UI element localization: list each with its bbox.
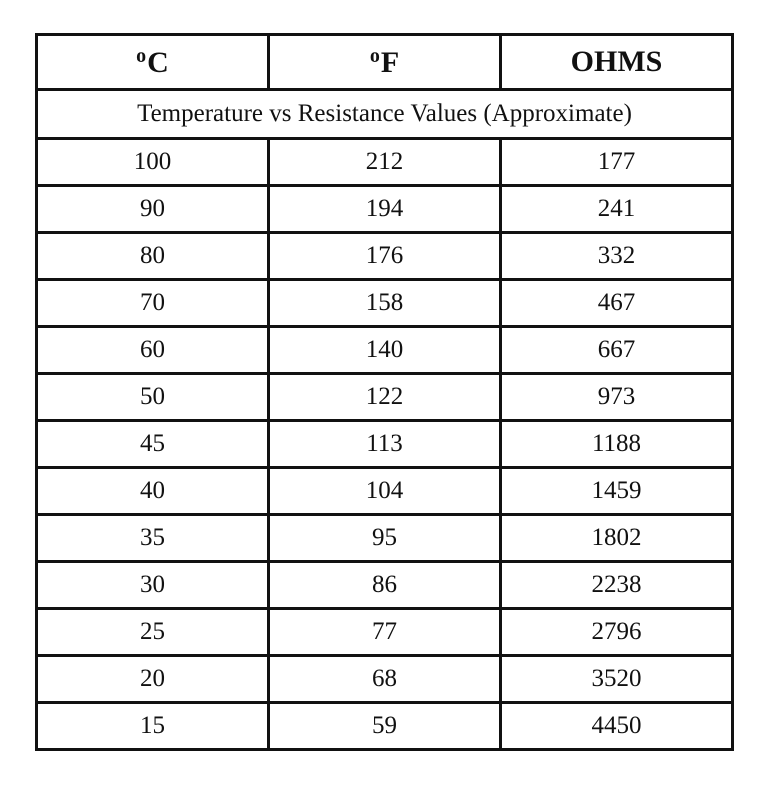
ohms-cell: 973 (501, 374, 733, 421)
temperature-resistance-table-container (35, 33, 731, 751)
celsius-cell: 45 (37, 421, 269, 468)
ohms-cell: 2796 (501, 609, 733, 656)
celsius-cell: 35 (37, 515, 269, 562)
header-fahrenheit-label: F (380, 45, 400, 79)
celsius-cell: 15 (37, 703, 269, 750)
fahrenheit-cell: 86 (269, 562, 501, 609)
ohms-cell: 177 (501, 139, 733, 186)
celsius-cell: 40 (37, 468, 269, 515)
celsius-cell: 30 (37, 562, 269, 609)
fahrenheit-cell: 68 (269, 656, 501, 703)
ohms-cell: 332 (501, 233, 733, 280)
fahrenheit-cell: 140 (269, 327, 501, 374)
table-row (37, 703, 733, 750)
fahrenheit-cell: 158 (269, 280, 501, 327)
celsius-cell: 70 (37, 280, 269, 327)
table-row (37, 374, 733, 421)
fahrenheit-cell: 95 (269, 515, 501, 562)
table-row (37, 280, 733, 327)
fahrenheit-cell: 176 (269, 233, 501, 280)
header-fahrenheit (269, 35, 501, 90)
fahrenheit-cell: 194 (269, 186, 501, 233)
table-row (37, 421, 733, 468)
table-row (37, 609, 733, 656)
table-row (37, 468, 733, 515)
fahrenheit-cell: 212 (269, 139, 501, 186)
header-ohms (501, 35, 733, 90)
table-row (37, 656, 733, 703)
fahrenheit-cell: 113 (269, 421, 501, 468)
ohms-cell: 1188 (501, 421, 733, 468)
degree-symbol: o (136, 44, 147, 67)
table-row (37, 186, 733, 233)
celsius-cell: 20 (37, 656, 269, 703)
header-row (37, 35, 733, 90)
ohms-cell: 1459 (501, 468, 733, 515)
table-row (37, 327, 733, 374)
ohms-cell: 4450 (501, 703, 733, 750)
fahrenheit-cell: 77 (269, 609, 501, 656)
ohms-cell: 2238 (501, 562, 733, 609)
header-celsius-label: C (147, 45, 169, 79)
degree-symbol: o (369, 44, 380, 67)
table-caption: Temperature vs Resistance Values (Approximate) (37, 90, 733, 139)
fahrenheit-cell: 59 (269, 703, 501, 750)
celsius-cell: 50 (37, 374, 269, 421)
table-row (37, 515, 733, 562)
header-ohms-label: OHMS (570, 45, 663, 78)
temperature-resistance-table (35, 33, 734, 751)
fahrenheit-cell: 122 (269, 374, 501, 421)
celsius-cell: 90 (37, 186, 269, 233)
table-row (37, 139, 733, 186)
table-row (37, 233, 733, 280)
ohms-cell: 467 (501, 280, 733, 327)
caption-row (37, 90, 733, 139)
ohms-cell: 667 (501, 327, 733, 374)
ohms-cell: 241 (501, 186, 733, 233)
table-row (37, 562, 733, 609)
header-celsius (37, 35, 269, 90)
celsius-cell: 80 (37, 233, 269, 280)
ohms-cell: 1802 (501, 515, 733, 562)
fahrenheit-cell: 104 (269, 468, 501, 515)
celsius-cell: 100 (37, 139, 269, 186)
celsius-cell: 60 (37, 327, 269, 374)
celsius-cell: 25 (37, 609, 269, 656)
ohms-cell: 3520 (501, 656, 733, 703)
